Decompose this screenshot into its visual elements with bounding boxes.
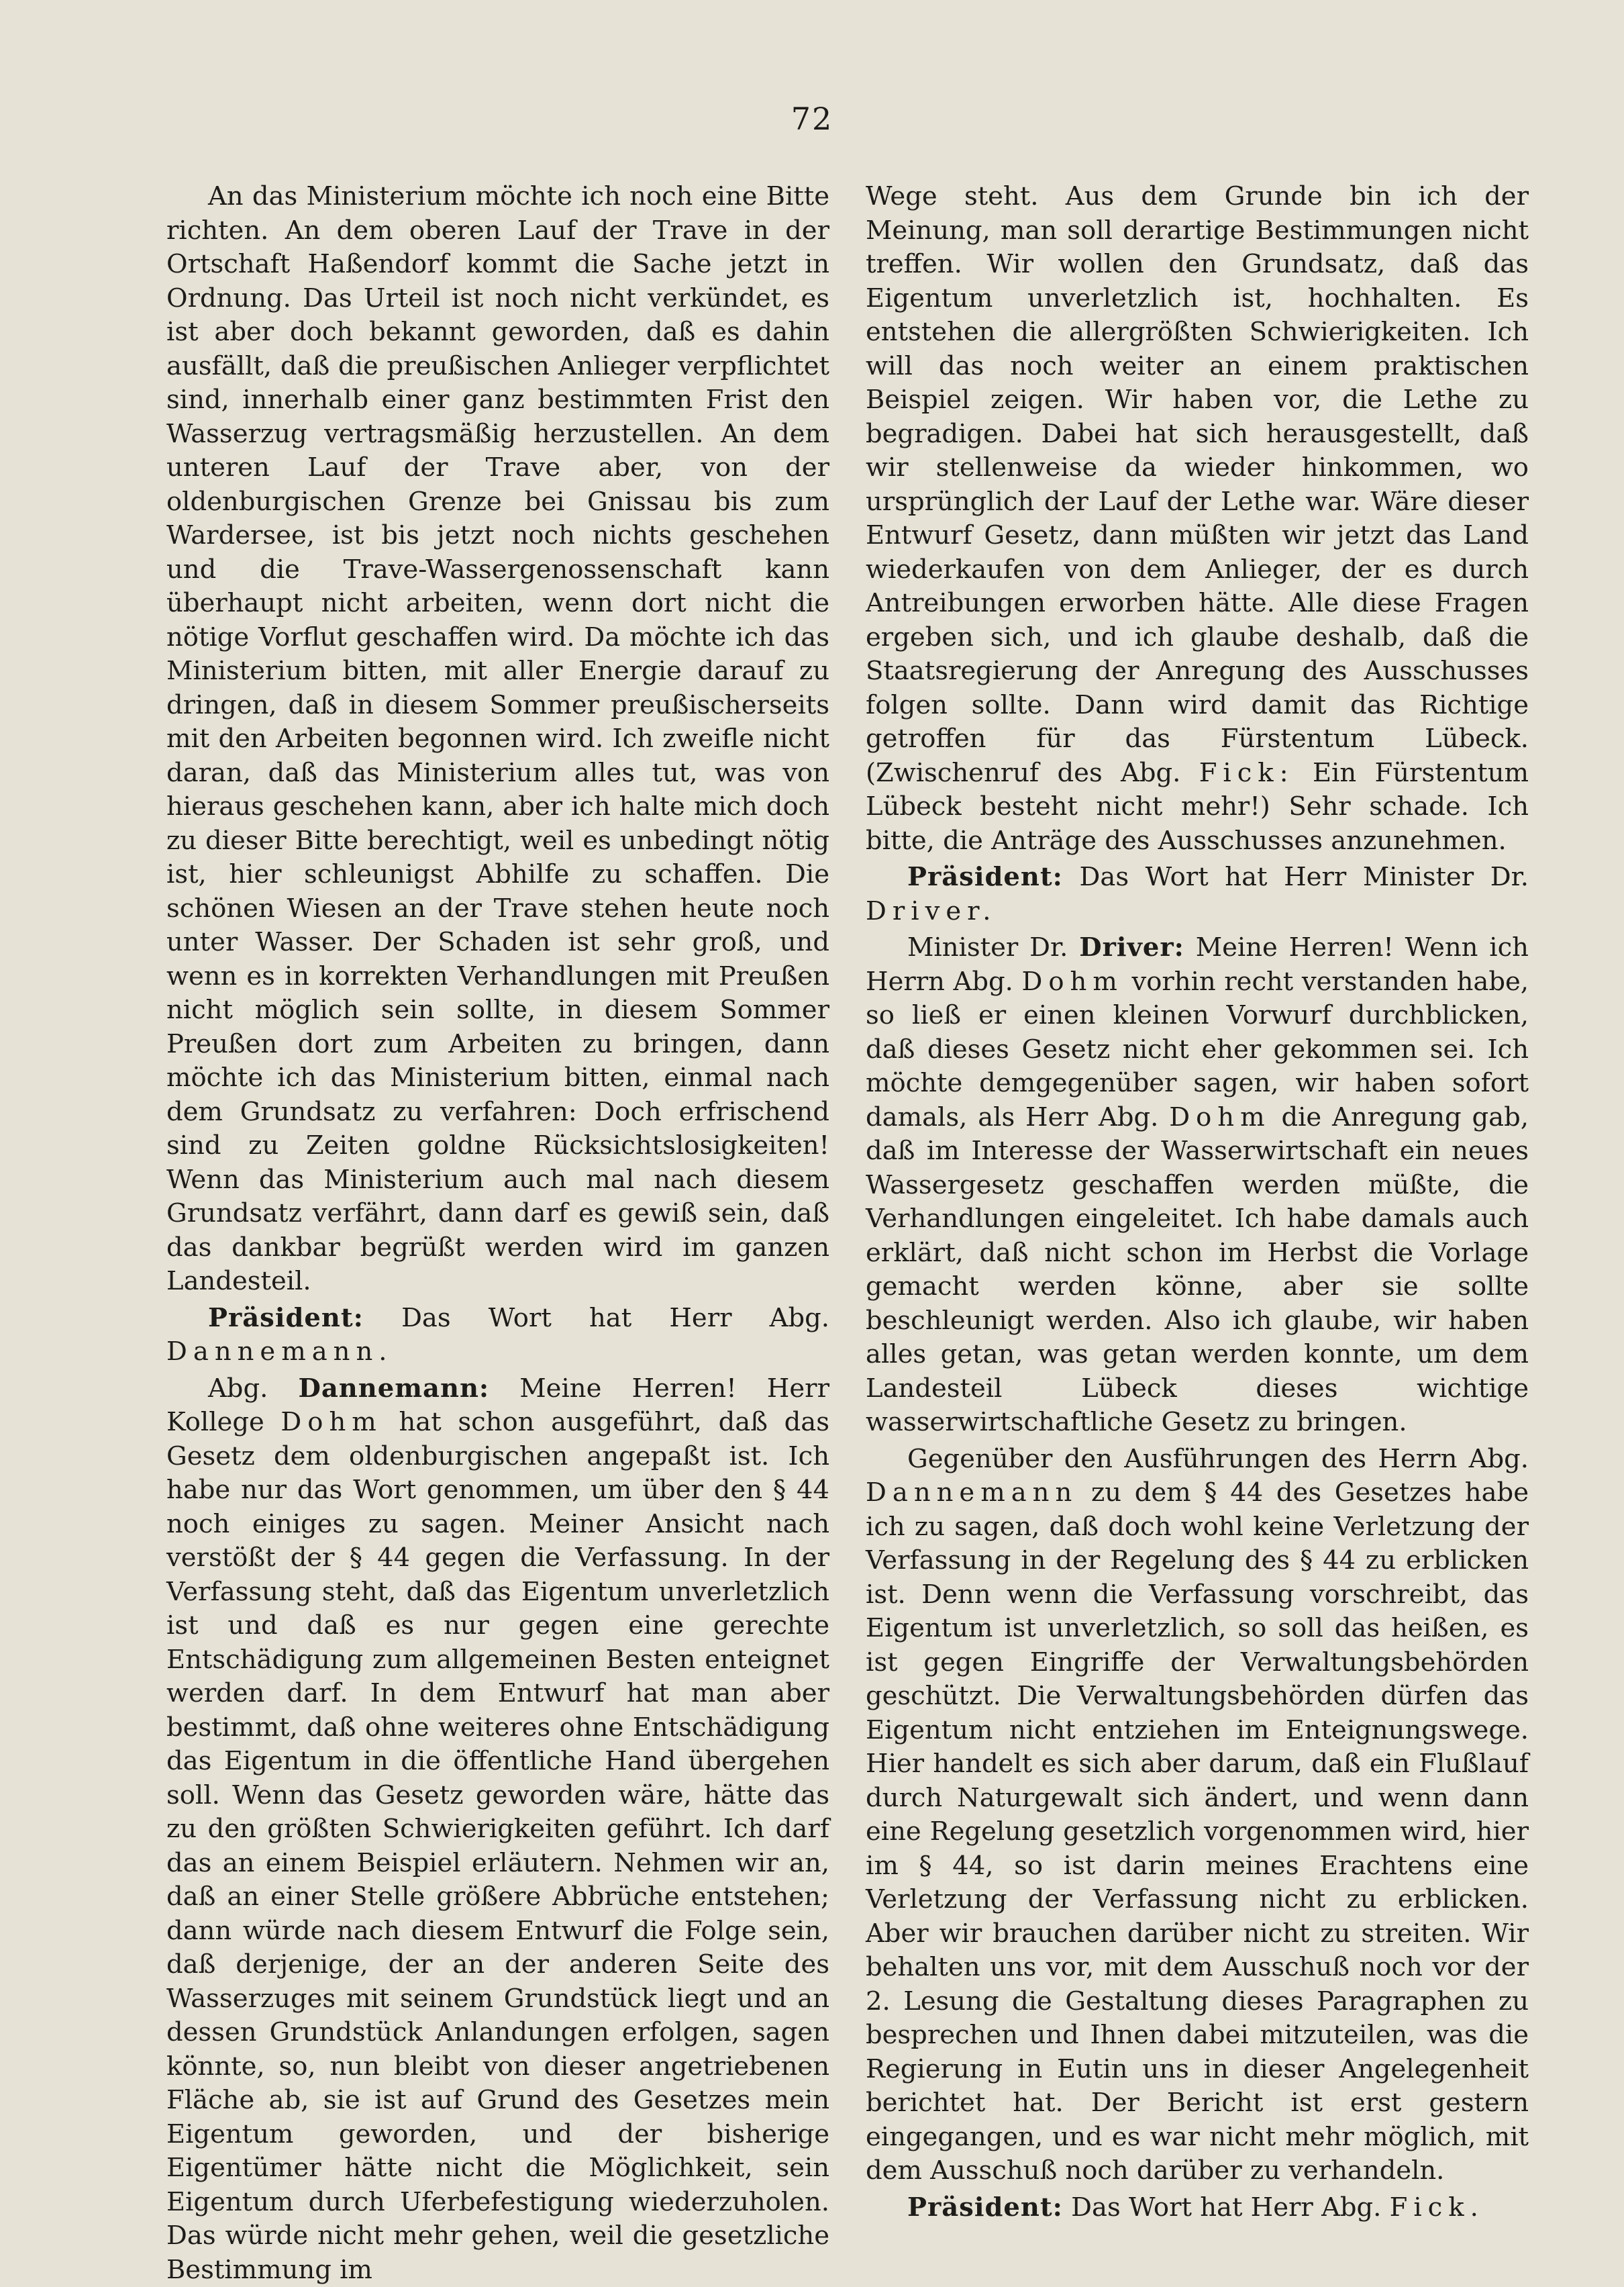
paragraph-text: die Anregung gab, daß im Interesse der Wasserwirtschaft ein neues Wassergesetz geschaffen werden müßte, die Verhandlungen eingeleitet. Ich habe damals auch erklärt, daß nicht schon im Herbst die Vorlage gemacht werden könne, aber sie sollte beschleunigt werden. Also ich glaube, wir haben alles getan, was getan werden konnte, um dem Landesteil Lübeck dieses wichtige wasserwirtschaftliche Gesetz zu bringen. (866, 1102, 1529, 1437)
spaced-name: Dohm (1021, 966, 1123, 997)
spaced-name: Dohm (281, 1407, 383, 1437)
paragraph-text: Meine Herren! Herr Kollege (166, 1373, 829, 1437)
speaker-paragraph (866, 861, 1529, 928)
paragraph (866, 180, 1529, 858)
paragraph-text: Meine Herren! Wenn ich Herrn Abg. (866, 932, 1529, 997)
spaced-name: Dannemann. (166, 1336, 393, 1367)
page-number: 72 (791, 101, 833, 137)
spaced-name: Fick. (1389, 2192, 1484, 2223)
paragraph-text: Wege steht. Aus dem Grunde bin ich der Meinung, man soll derartige Bestimmungen nicht treffen. Wir wollen den Grundsatz, daß das Eigentum unverletzlich ist, hochhalten. Es entstehen die allergrößten Schwierigkeiten. Ich will das noch weiter an einem praktischen Beispiel zeigen. Wir haben vor, die Lethe zu begradigen. Dabei hat sich herausgestellt, daß wir stellenweise da wieder hinkommen, wo ursprünglich der Lauf der Lethe war. Wäre dieser Entwurf Gesetz, dann müßten wir jetzt das Land wiederkaufen von dem Anlieger, der es durch Antreibungen erworben hätte. Alle diese Fragen ergeben sich, und ich glaube deshalb, daß die Staatsregierung der Anregung des Ausschusses folgen sollte. Dann wird damit das Richtige getroffen für das Fürstentum Lübeck. (Zwischenruf des Abg. (866, 181, 1529, 788)
spaced-name: Driver. (866, 895, 997, 926)
paragraph (166, 180, 829, 1299)
speaker-paragraph (166, 1372, 829, 2287)
paragraph-text: zu dem § 44 des Gesetzes habe ich zu sagen, daß doch wohl keine Verletzung der Verfassung in der Regelung des § 44 zu erblicken ist. Denn wenn die Verfassung vorschreibt, das Eigentum ist unverletzlich, so soll das heißen, es ist gegen Eingriffe der Verwaltungsbehörden geschützt. Die Verwaltungsbehörden dürfen das Eigentum nicht entziehen im Enteignungswege. Hier handelt es sich aber darum, daß ein Flußlauf durch Naturgewalt sich ändert, und wenn dann eine Regelung gesetzlich vorgenommen wird, hier im § 44, so ist darin meines Erachtens eine Verletzung der Verfassung nicht zu erblicken. Aber wir brauchen darüber nicht zu streiten. Wir behalten uns vor, mit dem Ausschuß noch vor der 2. Lesung die Gestaltung dieses Paragraphen zu besprechen und Ihnen dabei mitzuteilen, was die Regierung in Eutin uns in dieser Angelegenheit berichtet hat. Der Bericht ist erst gestern eingegangen, und es war nicht mehr möglich, mit dem Ausschuß noch darüber zu verhandeln. (866, 1477, 1529, 2186)
spaced-name: Fick: (1199, 757, 1295, 788)
speaker-label: Driver: (1079, 932, 1184, 963)
speaker-label: Dannemann: (298, 1373, 490, 1404)
spaced-name: Dannemann (866, 1477, 1078, 1508)
paragraph-text: Das Wort hat Herr Abg. (401, 1302, 830, 1333)
speaker-paragraph (166, 1302, 829, 1369)
paragraph-text: Gegenüber den Ausführungen des Herrn Abg. (907, 1443, 1529, 1474)
speaker-label: Präsident: (907, 2192, 1063, 2223)
paragraph-text: vorhin recht verstanden habe, so ließ er einen kleinen Vorwurf durchblicken, daß dieses Gesetz nicht eher gekommen sei. Ich möchte demgegenüber sagen, wir haben sofort damals, als Herr Abg. (866, 966, 1529, 1132)
speaker-prefix: Minister Dr. (907, 932, 1068, 963)
left-column (166, 180, 830, 2285)
spaced-name: Dohm (1169, 1102, 1271, 1132)
paragraph (866, 1443, 1529, 2188)
speaker-prefix: Abg. (208, 1373, 268, 1404)
paragraph-text: Das Wort hat Herr Minister Dr. (1079, 862, 1529, 892)
paragraph-text: Das Wort hat Herr Abg. (1071, 2192, 1382, 2223)
speaker-label: Präsident: (907, 862, 1063, 892)
paragraph-text: hat schon ausgeführt, daß das Gesetz dem oldenburgischen angepaßt ist. Ich habe nur das Wort genommen, um über den § 44 noch einiges zu sagen. Meiner Ansicht nach verstößt der § 44 gegen die Verfassung. In der Verfassung steht, daß das Eigentum unverletzlich ist und daß es nur gegen eine gerechte Entschädigung zum allgemeinen Besten enteignet werden darf. In dem Entwurf hat man aber bestimmt, daß ohne weiteres ohne Entschädigung das Eigentum in die öffentliche Hand übergehen soll. Wenn das Gesetz geworden wäre, hätte das zu den größten Schwierigkeiten geführt. Ich darf das an einem Beispiel erläutern. Nehmen wir an, daß an einer Stelle größere Abbrüche entstehen; dann würde nach diesem Entwurf die Folge sein, daß derjenige, der an der anderen Seite des Wasserzuges mit seinem Grundstück liegt und an dessen Grundstück Anlandungen erfolgen, sagen könnte, so, nun bleibt von dieser angetriebenen Fläche ab, sie ist auf Grund des Gesetzes mein Eigentum geworden, und der bisherige Eigentümer hätte nicht die Möglichkeit, sein Eigentum durch Uferbefestigung wiederzuholen. Das würde nicht mehr gehen, weil die gesetzliche Bestimmung im (166, 1407, 829, 2285)
paragraph-text: An das Ministerium möchte ich noch eine Bitte richten. An dem oberen Lauf der Trave in der Ortschaft Haßendorf kommt die Sache jetzt in Ordnung. Das Urteil ist noch nicht verkündet, es ist aber doch bekannt geworden, daß es dahin ausfällt, daß die preußischen Anlieger verpflichtet sind, innerhalb einer ganz bestimmten Frist den Wasserzug vertragsmäßig herzustellen. An dem unteren Lauf der Trave aber, von der oldenburgischen Grenze bei Gnissau bis zum Wardersee, ist bis jetzt noch nichts geschehen und die Trave-Wassergenossenschaft kann überhaupt nicht arbeiten, wenn dort nicht die nötige Vorflut geschaffen wird. Da möchte ich das Ministerium bitten, mit aller Energie darauf zu dringen, daß in diesem Sommer preußischerseits mit den Arbeiten begonnen wird. Ich zweifle nicht daran, daß das Ministerium alles tut, was von hieraus geschehen kann, aber ich halte mich doch zu dieser Bitte berechtigt, weil es unbedingt nötig ist, hier schleunigst Abhilfe zu schaffen. Die schönen Wiesen an der Trave stehen heute noch unter Wasser. Der Schaden ist sehr groß, und wenn es in korrekten Verhandlungen mit Preußen nicht möglich sein sollte, in diesem Sommer Preußen dort zum Arbeiten zu bringen, dann möchte ich das Ministerium bitten, einmal nach dem Grundsatz zu verfahren: Doch erfrischend sind zu Zeiten goldne Rücksichtslosigkeiten! Wenn das Ministerium auch mal nach diesem Grundsatz verfährt, dann darf es gewiß sein, daß das dankbar begrüßt werden wird im ganzen Landesteil. (166, 181, 829, 1296)
paragraph-text: Ein Fürstentum Lübeck besteht nicht mehr!) Sehr schade. Ich bitte, die Anträge des Ausschusses anzunehmen. (866, 757, 1529, 856)
right-column (866, 180, 1529, 2223)
speaker-label: Präsident: (208, 1302, 364, 1333)
speaker-paragraph (866, 2191, 1529, 2225)
speaker-paragraph (866, 931, 1529, 1440)
